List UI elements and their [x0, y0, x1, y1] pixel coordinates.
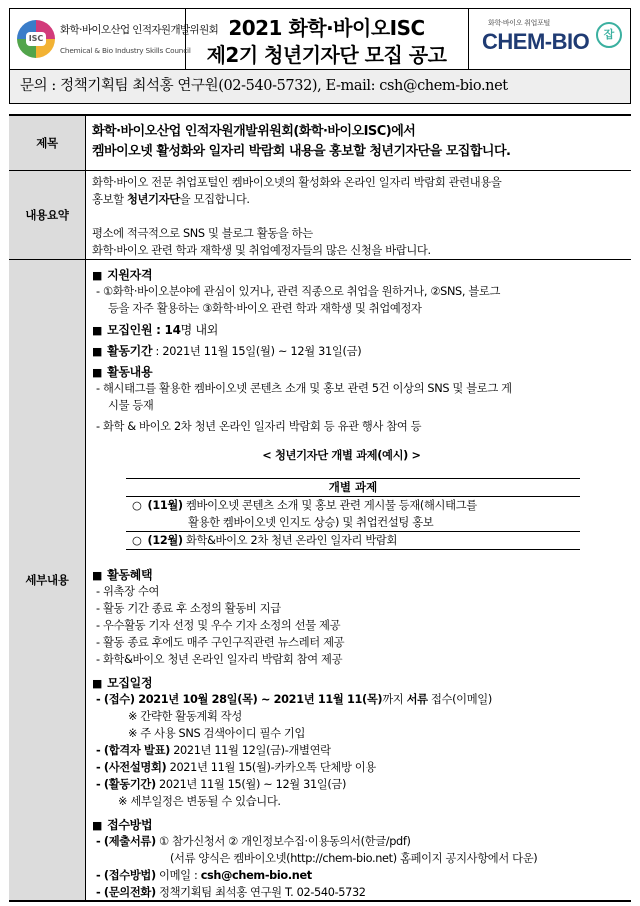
apply-3 — [92, 884, 631, 901]
sched2-value: 2021년 11월 12일(금)-개별연락 — [169, 744, 331, 757]
subject-cell — [86, 116, 631, 170]
apply2-label: - (접수방법) — [96, 869, 156, 882]
task1-text: 켐바이오넷 콘텐츠 소개 및 홍보 관련 게시물 등재(해시태그를 — [182, 499, 477, 512]
apply3-value: 정책기획팀 최석홍 연구원 T. 02-540-5732 — [155, 886, 366, 899]
sched2-label: - (합격자 발표) — [96, 744, 170, 757]
sched4-value: 2021년 11월 15(월) ~ 12월 31일(금) — [155, 778, 347, 791]
sched3-value: 2021년 11월 15(월)-카카오톡 단체방 이용 — [166, 761, 376, 774]
brand-tagline: 화학·바이오 취업포털 — [488, 19, 551, 27]
org-logo-area — [10, 9, 219, 69]
task2-text: 화학&바이오 2차 청년 온라인 일자리 박람회 — [182, 534, 398, 547]
brand-name: CHEM-BIO — [482, 29, 590, 54]
benefit-title: ■ 활동혜택 — [92, 566, 631, 583]
count-title: 모집인원 : — [107, 323, 165, 337]
summary-text-end: 을 모집합니다. — [179, 193, 250, 206]
summary-row — [9, 171, 631, 260]
count-unit: 명 내외 — [180, 323, 219, 337]
benefit-2: - 활동 기간 종료 후 소정의 활동비 지급 — [96, 602, 281, 615]
act-title: ■ 활동내용 — [92, 363, 631, 380]
count-value: 14 — [164, 323, 181, 337]
summary-text: 홍보할 — [92, 193, 127, 206]
task-item-1 — [126, 497, 580, 532]
task2-month: (12월) — [147, 534, 183, 547]
header-box — [9, 8, 631, 70]
sched-2 — [92, 742, 631, 759]
sched-note-3: ※ 세부일정은 변동될 수 있습니다. — [118, 795, 281, 808]
qual-line2: 등을 자주 활용하는 ③화학·바이오 관련 학과 재학생 및 취업예정자 — [108, 302, 422, 315]
subject-line2: 켐바이오넷 활성화와 일자리 박람회 내용을 홍보할 청년기자단을 모집합니다. — [92, 144, 511, 159]
sched3-label: - (사전설명회) — [96, 761, 167, 774]
subject-label: 제목 — [9, 116, 86, 170]
task-item-2 — [126, 532, 580, 549]
chembio-logo-area — [468, 9, 630, 69]
summary-cell — [86, 171, 631, 259]
detail-cell — [86, 260, 631, 900]
isc-logo-text: ISC — [26, 32, 46, 46]
contact-line: 문의 : 정책기획팀 최석홍 연구원(02-540-5732), E-mail: csh@chem-bio.net — [9, 70, 631, 104]
notice-title — [185, 9, 469, 69]
org-name-en: Chemical & Bio Industry Skills Council — [60, 46, 191, 55]
sched1-method: 접수(이메일) — [427, 693, 492, 706]
apply1-value: ① 참가신청서 ② 개인정보수집·이용동의서(한글/pdf) — [155, 835, 411, 848]
summary-line1: 화학·바이오 전문 취업포털인 켐바이오넷의 활성화와 온라인 일자리 박람회 관련내용을 — [92, 176, 502, 189]
apply-2 — [92, 867, 631, 884]
act-line1: - 해시태그를 활용한 켐바이오넷 콘텐츠 소개 및 홍보 관련 5건 이상의 SNS 및 블로그 게 — [96, 382, 512, 395]
task-header: 개별 과제 — [126, 479, 580, 497]
apply3-label: - (문의전화) — [96, 886, 156, 899]
qual-title: ■ 지원자격 — [92, 266, 631, 283]
sched4-label: - (활동기간) — [96, 778, 156, 791]
sched-3 — [92, 759, 631, 776]
brand-mark-icon: 잡 — [596, 22, 622, 48]
title-line1: 2021 화학·바이오ISC — [228, 16, 425, 40]
sched1-docs: 서류 — [406, 693, 428, 706]
benefit-4: - 활동 종료 후에도 매주 구인구직관련 뉴스레터 제공 — [96, 636, 345, 649]
detail-label: 세부내용 — [9, 260, 86, 900]
detail-row — [9, 260, 631, 900]
summary-highlight: 청년기자단 — [126, 193, 180, 206]
summary-line2 — [92, 191, 631, 208]
period-line — [92, 342, 631, 359]
apply2-value: 이메일 : — [155, 869, 201, 882]
task1-text2: 활용한 켐바이오넷 인지도 상승) 및 취업컨설팅 홍보 — [188, 516, 434, 529]
apply-1 — [92, 833, 631, 850]
title-line2: 제2기 청년기자단 모집 공고 — [206, 43, 447, 67]
task-box — [126, 478, 580, 550]
benefit-5: - 화학&바이오 청년 온라인 일자리 박람회 참여 제공 — [96, 653, 343, 666]
task1-month: (11월) — [147, 499, 183, 512]
sched-note-2: ※ 주 사용 SNS 검색아이디 필수 기입 — [128, 727, 306, 740]
benefit-1: - 위촉장 수여 — [96, 585, 160, 598]
apply2-email: csh@chem-bio.net — [200, 869, 312, 882]
isc-logo-icon — [17, 20, 55, 58]
sched-title: ■ 모집일정 — [92, 674, 631, 691]
notice-table — [9, 114, 631, 902]
task-caption: < 청년기자단 개별 과제(예시) > — [262, 449, 421, 462]
org-name-kr: 화학·바이오산업 인적자원개발위원회 — [60, 24, 219, 36]
apply-title: ■ 접수방법 — [92, 816, 631, 833]
subject-line1: 화학·바이오산업 인적자원개발위원회(화학·바이오ISC)에서 — [92, 124, 416, 139]
benefit-3: - 우수활동 기자 선정 및 우수 기자 소정의 선물 제공 — [96, 619, 341, 632]
summary-line3: 평소에 적극적으로 SNS 및 블로그 활동을 하는 — [92, 227, 313, 240]
qual-line1: - ①화학·바이오분야에 관심이 있거나, 관련 직종으로 취업을 원하거나, ②SNS, 블로그 — [96, 285, 501, 298]
sched1-until: 까지 — [382, 693, 407, 706]
apply-1-note: (서류 양식은 켐바이오넷(http://chem-bio.net) 홈페이지 공지사항에서 다운) — [170, 852, 538, 865]
period-title: 활동기간 — [107, 344, 153, 358]
summary-line4: 화학·바이오 관련 학과 재학생 및 취업예정자들의 많은 신청을 바랍니다. — [92, 244, 431, 257]
period-value: : 2021년 11월 15일(월) ~ 12월 31일(금) — [152, 345, 362, 358]
sched-1 — [92, 691, 631, 708]
apply1-label: - (제출서류) — [96, 835, 156, 848]
subject-row — [9, 116, 631, 171]
summary-label: 내용요약 — [9, 171, 86, 259]
act-line2: 시물 등재 — [108, 399, 154, 412]
act-line3: - 화학 & 바이오 2차 청년 온라인 일자리 박람회 등 유관 행사 참여 등 — [96, 420, 422, 433]
sched-note-1: ※ 간략한 활동계획 작성 — [128, 710, 242, 723]
sched1-date: - (접수) 2021년 10월 28일(목) ~ 2021년 11월 11(목) — [96, 693, 383, 706]
count-line — [92, 321, 631, 338]
sched-4 — [92, 776, 631, 793]
